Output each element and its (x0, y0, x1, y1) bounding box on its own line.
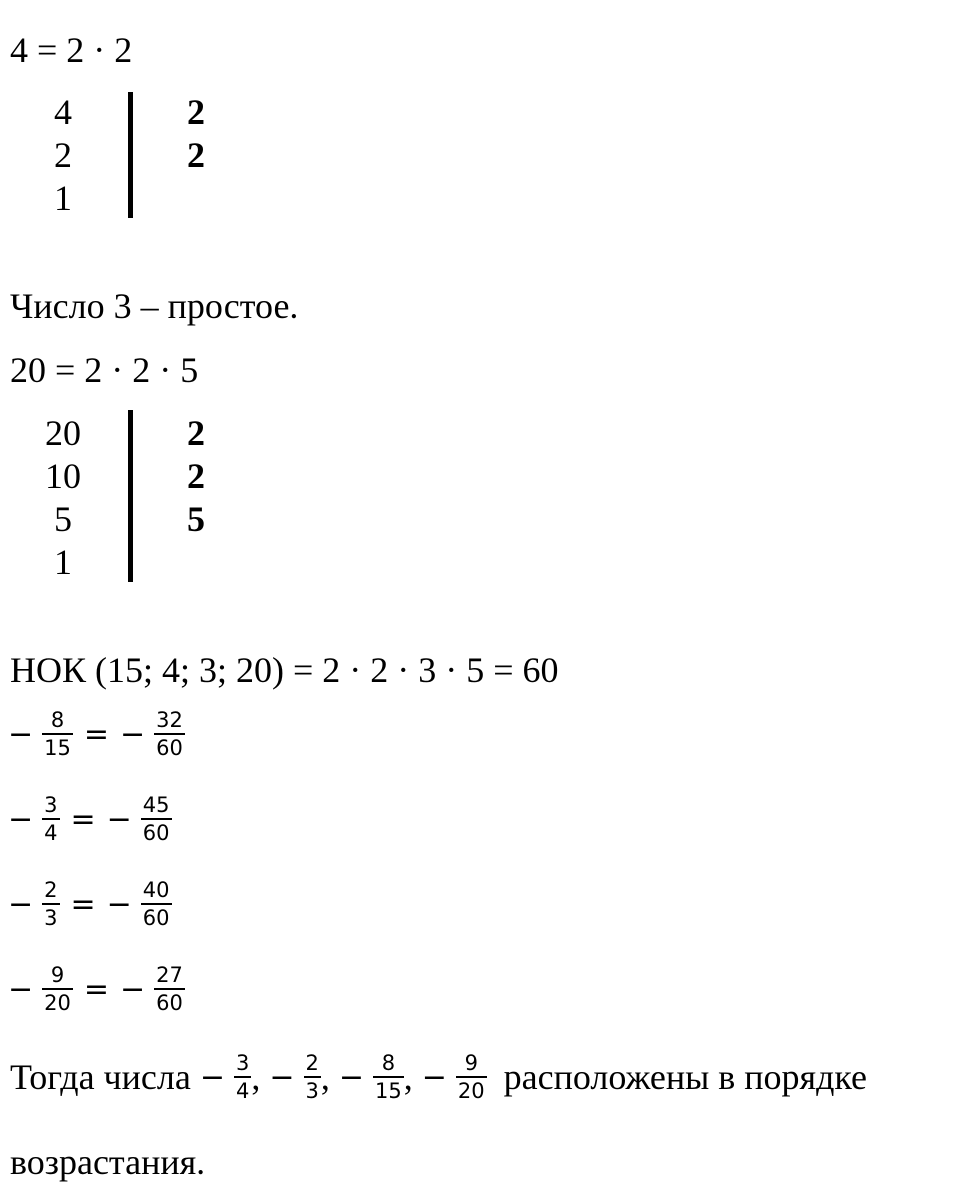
numerator: 8 (42, 707, 73, 735)
fraction (141, 877, 172, 931)
fraction (234, 1050, 251, 1104)
minus-sign: − (338, 1059, 365, 1095)
minus-sign: − (8, 801, 34, 837)
numerator: 40 (141, 877, 172, 905)
divisor-2b: 2 (187, 135, 205, 175)
comma: , (251, 1057, 261, 1097)
dividend-1: 1 (54, 178, 72, 218)
prime-statement: Число 3 – простое. (10, 286, 299, 326)
division-bar (128, 410, 133, 582)
lcm-equation: НОК (15; 4; 3; 20) = 2 · 2 · 3 · 5 = 60 (10, 650, 559, 690)
divisor-2a: 2 (187, 413, 205, 453)
denominator: 60 (156, 736, 183, 760)
denominator: 3 (305, 1079, 319, 1103)
equation-4: 4 = 2 · 2 (10, 30, 133, 70)
numerator: 3 (234, 1050, 251, 1078)
minus-sign: − (8, 971, 34, 1007)
comma: , (403, 1057, 413, 1097)
denominator: 60 (142, 821, 170, 845)
fraction (154, 962, 185, 1016)
divisor-5: 5 (187, 499, 205, 539)
denominator: 60 (142, 906, 170, 930)
division-bar (128, 92, 133, 218)
fraction-equality-3 (8, 877, 172, 947)
minus-sign: − (120, 716, 146, 752)
numerator: 27 (154, 962, 185, 990)
numerator: 8 (373, 1050, 404, 1078)
dividend-20: 20 (45, 413, 81, 453)
equals-sign: = (70, 886, 96, 922)
denominator: 4 (235, 1079, 250, 1103)
numerator: 9 (42, 962, 73, 990)
numerator: 9 (456, 1050, 487, 1078)
divisor-2b: 2 (187, 456, 205, 496)
comma: , (320, 1057, 330, 1097)
equation-20: 20 = 2 · 2 · 5 (10, 350, 199, 390)
dividend-5: 5 (54, 499, 72, 539)
numerator: 3 (42, 792, 59, 820)
fraction (42, 877, 59, 931)
fraction-equality-4 (8, 962, 185, 1032)
denominator: 15 (44, 736, 71, 760)
equals-sign: = (83, 971, 110, 1007)
dividend-10: 10 (45, 456, 81, 496)
fraction (304, 1050, 321, 1104)
fraction (42, 962, 73, 1016)
fraction (141, 792, 172, 846)
minus-sign: − (269, 1059, 295, 1095)
minus-sign: − (199, 1059, 225, 1095)
equals-sign: = (70, 801, 96, 837)
denominator: 3 (44, 906, 58, 930)
minus-sign: − (8, 716, 34, 752)
equals-sign: = (83, 716, 110, 752)
numerator: 32 (154, 707, 185, 735)
numerator: 2 (42, 877, 59, 905)
denominator: 60 (156, 991, 183, 1015)
numerator: 45 (141, 792, 172, 820)
minus-sign: − (106, 801, 132, 837)
minus-sign: − (106, 886, 132, 922)
minus-sign: − (120, 971, 146, 1007)
fraction (42, 707, 73, 761)
fraction (373, 1050, 404, 1104)
numerator: 2 (304, 1050, 321, 1078)
conclusion-prefix: Тогда числа (10, 1057, 191, 1097)
fraction (456, 1050, 487, 1104)
minus-sign: − (421, 1059, 447, 1095)
dividend-4: 4 (54, 92, 72, 132)
divisor-2a: 2 (187, 92, 205, 132)
fraction-equality-2 (8, 792, 172, 862)
fraction (154, 707, 185, 761)
fraction-equality-1 (8, 707, 185, 777)
dividend-2: 2 (54, 135, 72, 175)
dividend-1: 1 (54, 542, 72, 582)
conclusion-line-1 (10, 1050, 867, 1120)
conclusion-suffix: расположены в порядке (503, 1057, 867, 1097)
conclusion-line-2: возрастания. (10, 1142, 206, 1182)
denominator: 20 (457, 1079, 485, 1103)
denominator: 20 (44, 991, 71, 1015)
minus-sign: − (8, 886, 34, 922)
fraction (42, 792, 59, 846)
denominator: 15 (375, 1079, 402, 1103)
denominator: 4 (44, 821, 58, 845)
